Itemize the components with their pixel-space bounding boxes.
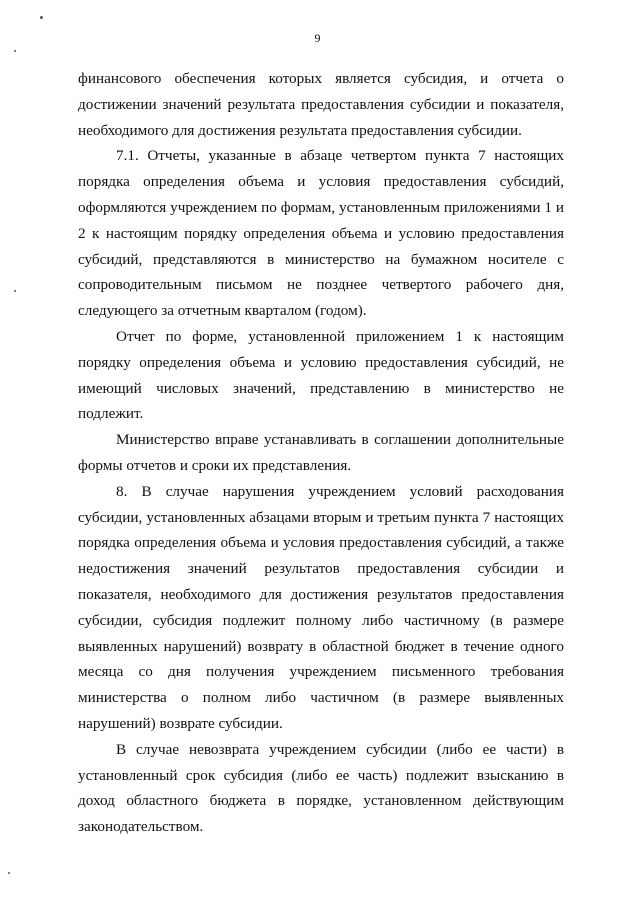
- scan-speck: [40, 16, 43, 19]
- text-line: формы отчетов и сроки их представления.: [78, 456, 352, 474]
- text-line: финансового обеспечения которых является субсидия, и отчета о: [78, 70, 564, 87]
- paragraph: [78, 427, 564, 479]
- text-line: Министерство вправе устанавливать в соглашении дополнительные: [116, 431, 564, 449]
- text-line: 8. В случае нарушения учреждением условий расходования: [116, 482, 564, 500]
- text-line: порядка определения объема и условия предоставления субсидий,: [78, 173, 564, 191]
- text-line: достижении значений результата предоставления субсидии и показателя,: [78, 95, 564, 113]
- text-line: установленный срок субсидия (либо ее часть) подлежит взысканию в: [78, 766, 564, 784]
- text-line: имеющий числовых значений, представлению в министерство не: [78, 379, 564, 397]
- document-body: [78, 66, 564, 840]
- text-line: доход областного бюджета в порядке, установленном действующим: [78, 792, 564, 810]
- text-line: подлежит.: [78, 405, 144, 423]
- paragraph: [78, 324, 564, 427]
- paragraph: [78, 737, 564, 840]
- page-number: 9: [314, 31, 321, 45]
- text-line: показателя, необходимого для достижения результатов предоставления: [78, 585, 564, 603]
- text-line: месяца со дня получения учреждением письменного требования: [78, 663, 564, 681]
- text-line: выявленных нарушений) возврату в областной бюджет в течение одного: [78, 637, 564, 655]
- text-line: необходимого для достижения результата предоставления субсидии.: [78, 121, 522, 139]
- scan-speck: [8, 872, 10, 874]
- scan-speck: [14, 290, 16, 292]
- paragraph: [78, 479, 564, 737]
- text-line: субсидий, представляются в министерство на бумажном носителе с: [78, 250, 564, 268]
- text-line: В случае невозврата учреждением субсидии (либо ее части) в: [116, 740, 564, 758]
- text-line: оформляются учреждением по формам, установленным приложениями 1 и: [78, 198, 564, 216]
- text-line: Отчет по форме, установленной приложением 1 к настоящим: [116, 327, 564, 345]
- text-line: 2 к настоящим порядку определения объема и условию предоставления: [78, 224, 564, 242]
- text-line: недостижения значений результатов предоставления субсидии и: [78, 560, 564, 578]
- text-line: сопроводительным письмом не позднее четвертого рабочего дня,: [78, 276, 564, 294]
- scan-speck: [14, 50, 16, 52]
- text-line: министерства о полном либо частичном (в размере выявленных: [78, 689, 564, 707]
- text-line: порядку определения объема и условию предоставления субсидий, не: [78, 353, 564, 371]
- text-line: субсидии, субсидия подлежит полному либо частичному (в размере: [78, 611, 564, 629]
- paragraph: [78, 66, 564, 143]
- text-line: нарушений) возврате субсидии.: [78, 714, 283, 732]
- text-line: 7.1. Отчеты, указанные в абзаце четвертом пункта 7 настоящих: [116, 147, 564, 165]
- text-line: следующего за отчетным кварталом (годом).: [78, 302, 367, 320]
- text-line: законодательством.: [78, 818, 204, 836]
- text-line: порядка определения объема и условия предоставления субсидий, а также: [78, 534, 564, 552]
- text-line: субсидии, установленных абзацами вторым и третьим пункта 7 настоящих: [78, 508, 564, 526]
- paragraph: [78, 143, 564, 324]
